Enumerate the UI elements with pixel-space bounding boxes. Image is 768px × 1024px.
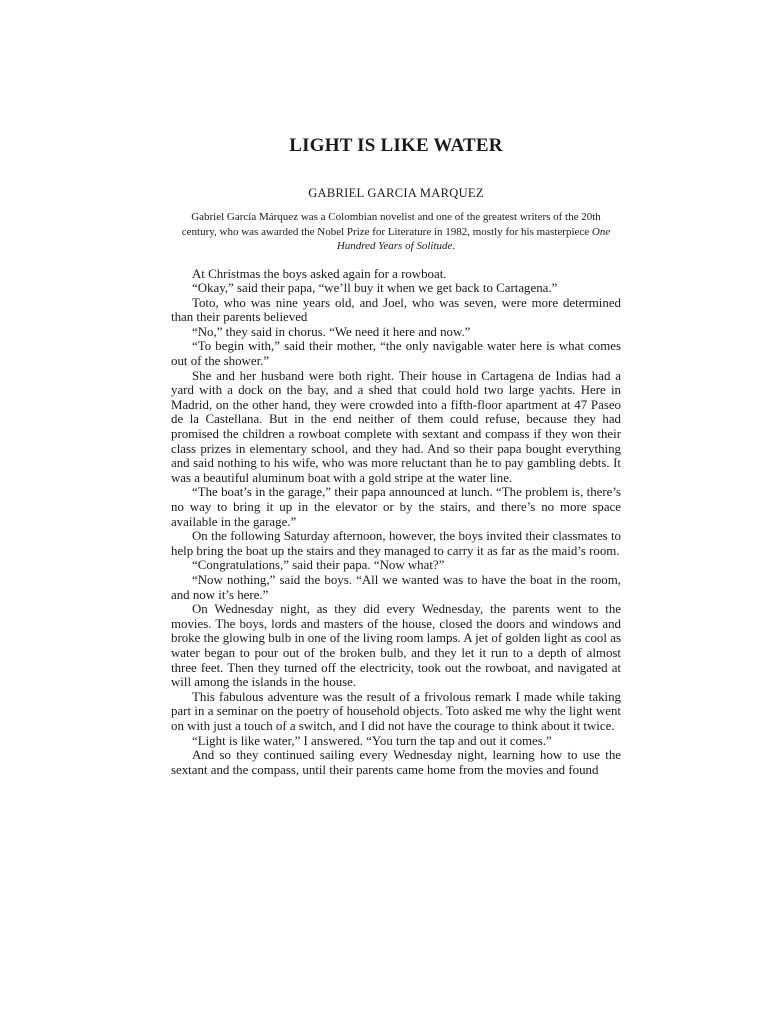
paragraph: And so they continued sailing every Wednesday night, learning how to use the sextant and the compass, until their parents came home from the movies and found [171,748,621,777]
paragraph: She and her husband were both right. Their house in Cartagena de Indias had a yard with a dock on the bay, and a shed that could hold two large yachts. Here in Madrid, on the other hand, they were crowded into a fifth-floor apartment at 47 Paseo de la Castellana. But in the end neither of them could refuse, because they had promised the children a rowboat complete with sextant and compass if they won their class prizes in elementary school, and they had. And so their papa bought everything and said nothing to his wife, who was more reluctant than he to pay gambling debts. It was a beautiful aluminum boat with a gold stripe at the water line. [171,368,621,485]
bio-text-end: . [452,240,456,252]
story-body [171,267,621,778]
bio-text: Gabriel García Márquez was a Colombian novelist and one of the greatest writers of the 20th century, who was awarded the Nobel Prize for Literature in 1982, mostly for his masterpiece [181,211,601,238]
paragraph: “The boat’s in the garage,” their papa announced at lunch. “The problem is, there’s no way to bring it up in the elevator or by the stairs, and there’s no more space available in the garage.” [171,485,621,529]
paragraph: “Now nothing,” said the boys. “All we wanted was to have the boat in the room, and now it’s here.” [171,572,621,602]
author-bio [171,210,621,254]
paragraph: At Christmas the boys asked again for a rowboat. [192,266,447,281]
document-title: LIGHT IS LIKE WATER [289,135,503,156]
document-page [171,132,621,777]
paragraph: “Light is like water,” I answered. “You turn the tap and out it comes.” [192,733,552,748]
paragraph: “Okay,” said their papa, “we’ll buy it when we get back to Cartagena.” [192,281,558,296]
paragraph: “To begin with,” said their mother, “the only navigable water here is what comes out of the shower.” [171,339,621,369]
paragraph: On Wednesday night, as they did every Wednesday, the parents went to the movies. The boys, lords and masters of the house, closed the doors and windows and broke the glowing bulb in one of the living room lamps. A jet of golden light as cool as water began to pour out of the broken bulb, and they let it run to a depth of almost three feet. Then they turned off the electricity, took out the rowboat, and navigated at will among the islands in the house. [171,602,621,690]
paragraph: On the following Saturday afternoon, however, the boys invited their classmates to help bring the boat up the stairs and they managed to carry it as far as the maid’s room. [171,529,621,558]
paragraph: This fabulous adventure was the result of a frivolous remark I made while taking part in a seminar on the poetry of household objects. Toto asked me why the light went on with just a touch of a switch, and I did not have the courage to think about it twice. [171,689,621,733]
author-name: GABRIEL GARCIA MARQUEZ [308,186,484,200]
paragraph: “No,” they said in chorus. “We need it here and now.” [192,324,471,339]
bio-work-title: One Hundred Years of Solitude [336,225,611,252]
paragraph: Toto, who was nine years old, and Joel, who was seven, were more determined than their parents believed [171,295,621,325]
paragraph: “Congratulations,” said their papa. “Now what?” [192,558,445,573]
